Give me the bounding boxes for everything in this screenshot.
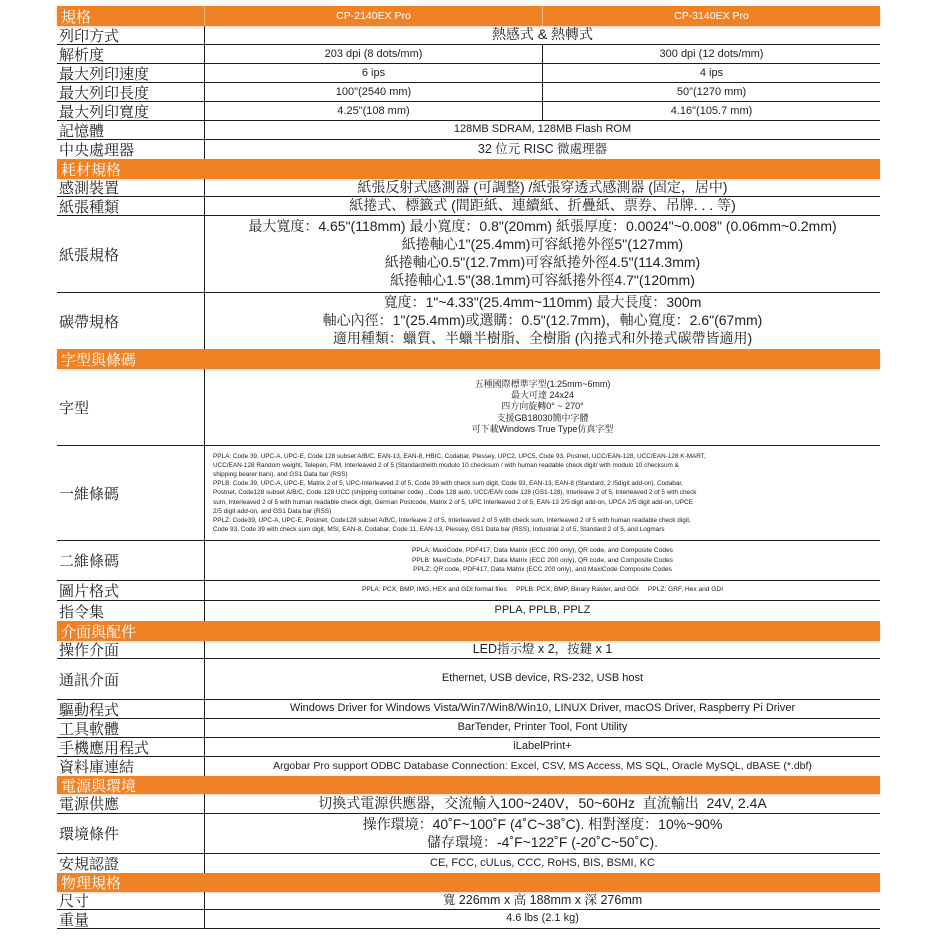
row-image-format — [57, 581, 880, 601]
row-command-set — [57, 601, 880, 621]
row-value: Argobar Pro support ODBC Database Connection: Excel, CSV, MS Access, MS SQL, Oracle MySQL, dBASE (*.dbf) — [273, 759, 812, 772]
row-label: 記憶體 — [57, 121, 205, 139]
row-label: 二維條碼 — [57, 541, 205, 580]
row-label: 字型 — [57, 369, 205, 445]
row-print-method — [57, 26, 880, 45]
row-value: 32 位元 RISC 微處理器 — [477, 141, 608, 156]
row-value: 4.6 lbs (2.1 kg) — [506, 912, 579, 925]
row-label: 手機應用程式 — [57, 738, 205, 756]
row-value: CE, FCC, cULus, CCC, RoHS, BIS, BSMI, KC — [430, 856, 655, 869]
row-label: 最大列印長度 — [57, 83, 205, 101]
row-value: 128MB SDRAM, 128MB Flash ROM — [453, 123, 632, 136]
row-value: PPLA: PCX, BMP, IMG, HEX and GDI format files PPLB: PCX, BMP, Binary Raster, and GDI PPLZ: GRF, Hex and GDI — [361, 586, 724, 594]
row-value: BarTender, Printer Tool, Font Utility — [457, 721, 628, 734]
paper-spec-line: 最大寬度：4.65"(118mm) 最小寬度：0.8"(20mm) 紙張厚度：0.0024"~0.008" (0.06mm~0.2mm) — [248, 218, 837, 235]
ribbon-spec-line: 寬度：1"~4.33"(25.4mm~110mm) 最大長度：300m — [383, 294, 702, 311]
barcode-1d-line: shipping bearer bars), and GS1 Data bar (RSS) — [213, 471, 348, 479]
row-resolution — [57, 45, 880, 64]
row-weight — [57, 910, 880, 929]
row-label: 解析度 — [57, 45, 205, 63]
environment-line: 儲存環境：-4˚F~122˚F (-20˚C~50˚C). — [426, 833, 659, 850]
value-cp3140ex: 300 dpi (12 dots/mm) — [542, 45, 880, 63]
row-ribbon-spec — [57, 293, 880, 349]
section-power-env: 電源與環境 — [57, 776, 880, 794]
paper-spec-line: 紙捲軸心1"(25.4mm)可容紙捲外徑5"(127mm) — [401, 236, 684, 253]
row-value — [205, 216, 880, 292]
paper-spec-line: 紙捲軸心0.5"(12.7mm)可容紙捲外徑4.5"(114.3mm) — [384, 254, 701, 270]
row-label: 指令集 — [57, 601, 205, 621]
row-max-length — [57, 83, 880, 102]
row-value: iLabelPrint+ — [513, 740, 572, 753]
barcode-2d-line: PPLA: MaxiCode, PDF417, Data Matrix (ECC 200 only), QR code, and Composite Codes — [412, 547, 673, 555]
row-value: 紙捲式、標籤式 (間距紙、連續紙、折疊紙、票券、吊牌. . . 等) — [349, 197, 736, 214]
barcode-1d-line: Code 93, Code 39 with check sum digit, MSI, EAN-8, Codabar, Code 11, EAN-13, Plessey, GS1 Data bar (RSS), Industrial 2 of 5, Standard 2 of 5, and Logmars — [213, 525, 665, 533]
row-dimensions — [57, 892, 880, 910]
row-database — [57, 757, 880, 776]
row-label: 尺寸 — [57, 892, 205, 909]
row-value — [205, 369, 880, 445]
row-value: Windows Driver for Windows Vista/Win7/Win8/Win10, LINUX Driver, macOS Driver, Raspberry Pi Driver — [289, 702, 796, 715]
row-software — [57, 719, 880, 738]
section-media: 耗材規格 — [57, 159, 880, 179]
row-label: 感測裝置 — [57, 179, 205, 196]
row-mobile-app — [57, 738, 880, 757]
section-fonts-barcodes: 字型與條碼 — [57, 349, 880, 369]
row-label: 碳帶規格 — [57, 293, 205, 349]
ribbon-spec-line: 軸心內徑：1"(25.4mm)或選購：0.5"(12.7mm)，軸心寬度：2.6"(67mm) — [322, 312, 763, 329]
font-line: 最大可達 24x24 — [510, 390, 575, 401]
paper-spec-line: 紙捲軸心1.5"(38.1mm)可容紙捲外徑4.7"(120mm) — [390, 271, 695, 288]
row-label: 驅動程式 — [57, 700, 205, 718]
row-max-width — [57, 102, 880, 121]
row-label: 一維條碼 — [57, 446, 205, 540]
row-value: 熱感式 & 熱轉式 — [491, 26, 594, 43]
row-value — [205, 541, 880, 580]
environment-line: 操作環境：40˚F~100˚F (4˚C~38˚C). 相對溼度：10%~90% — [362, 815, 723, 832]
row-label: 安規認證 — [57, 854, 205, 873]
row-value: 寬 226mm x 高 188mm x 深 276mm — [442, 892, 643, 907]
row-value — [205, 446, 880, 540]
row-value: PPLA, PPLB, PPLZ — [494, 604, 591, 617]
value-cp2140ex: 100"(2540 mm) — [335, 86, 412, 98]
row-label: 資料庫連結 — [57, 757, 205, 776]
barcode-1d-line: UCC/EAN-128 Random weight, Telepen, FIM, Interleaved 2 of 5 (Standard/with modulo 10 checksum / with human readable check digit/ with modulo 10 checksum & — [213, 462, 679, 470]
row-label: 紙張規格 — [57, 216, 205, 292]
barcode-1d-line: Postnet, Code128 subset A/B/C, Code 128 UCC (shipping container code) , Code 128 auto, UCC/EAN code 128 (GS1-128), Interleave 2 of 5, Interleaved 2 of 5 with check — [213, 489, 697, 497]
row-memory — [57, 121, 880, 140]
row-label: 操作介面 — [57, 641, 205, 658]
section-physical: 物理規格 — [57, 873, 880, 892]
header-spec-label: 規格 — [57, 6, 205, 26]
font-line: 四方向旋轉0° ~ 270° — [501, 401, 584, 412]
row-driver — [57, 700, 880, 719]
font-line: 支援GB18030簡中字體 — [496, 412, 589, 423]
row-value — [205, 814, 880, 853]
value-cp3140ex: 4 ips — [542, 64, 880, 82]
row-label: 重量 — [57, 910, 205, 928]
row-label: 最大列印速度 — [57, 64, 205, 82]
row-environment — [57, 814, 880, 854]
font-line: 五種國際標準字型(1.25mm~6mm) — [474, 378, 611, 389]
row-paper-type — [57, 197, 880, 216]
row-label: 工具軟體 — [57, 719, 205, 737]
row-communication — [57, 659, 880, 700]
barcode-1d-line: 2/5 digit add-on, and GS1 Data bar (RSS) — [213, 507, 332, 515]
row-cpu — [57, 140, 880, 159]
value-cp3140ex: 4.16"(105.7 mm) — [542, 102, 880, 120]
row-fonts — [57, 369, 880, 446]
row-value: 紙張反射式感測器 (可調整) /紙張穿透式感測器 (固定，居中) — [357, 178, 728, 195]
row-label: 通訊介面 — [57, 659, 205, 699]
row-max-speed — [57, 64, 880, 83]
value-cp2140ex: 203 dpi (8 dots/mm) — [324, 48, 423, 60]
row-value: 切換式電源供應器，交流輸入100~240V，50~60Hz 直流輸出 24V, 2.4A — [318, 794, 767, 811]
spec-table — [57, 6, 880, 929]
value-cp2140ex: 4.25"(108 mm) — [337, 105, 410, 117]
row-label: 中央處理器 — [57, 140, 205, 159]
row-paper-spec — [57, 216, 880, 293]
row-barcode-2d — [57, 541, 880, 581]
row-value: LED指示燈 x 2，按鍵 x 1 — [472, 641, 613, 656]
barcode-1d-line: PPLA: Code 39, UPC-A, UPC-E, Code 128 subset A/B/C, EAN-13, EAN-8, HBIC, Codabar, Plessey, UPC2, UPC5, Code 93, Postnet, UCC/EAN-128, UCC/EAN-128 K-MART, — [213, 453, 706, 461]
barcode-2d-line: PPLZ: QR code, PDF417, Data Matrix (ECC 200 only), and MaxiCode Composite Codes — [413, 566, 672, 574]
font-line: 可下載Windows True Type仿真字型 — [471, 423, 614, 434]
row-value — [205, 293, 880, 349]
barcode-1d-line: PPLZ: Code39, UPC-A, UPC-E, Postnet, Code128 subset A/B/C, Interleave 2 of 5, Interleaved 2 of 5 with check sum, Interleaved 2 of 5 with human readable check digit, — [213, 516, 691, 524]
row-certification — [57, 854, 880, 873]
row-label: 電源供應 — [57, 794, 205, 813]
row-label: 環境條件 — [57, 814, 205, 853]
row-power — [57, 794, 880, 814]
row-label: 列印方式 — [57, 26, 205, 44]
row-label: 圖片格式 — [57, 581, 205, 600]
row-label: 紙張種類 — [57, 197, 205, 215]
barcode-1d-line: sum, Interleaved 2 of 5 with human readable check digit, German Postcode, Matrix 2 of 5, UPC Interleaved 2 of 5, EAN-13 2/5 digit add-on, UPCA 2/5 digit add-on, UPCE — [213, 498, 693, 506]
value-cp3140ex: 50"(1270 mm) — [542, 83, 880, 101]
value-cp2140ex: 6 ips — [361, 67, 386, 79]
row-value: Ethernet, USB device, RS-232, USB host — [441, 672, 644, 685]
row-label: 最大列印寬度 — [57, 102, 205, 120]
section-interface: 介面與配件 — [57, 621, 880, 641]
row-operation — [57, 641, 880, 659]
row-barcode-1d — [57, 446, 880, 541]
barcode-1d-line: PPLB: Code 39, UPC-A, UPC-E, Matrix 2 of 5, UPC-Interleaved 2 of 5, Code 39 with check sum digit, Code 93, EAN-13, EAN-8 (Standard, 2 /5digit add-on), Codabar, — [213, 480, 683, 488]
row-sensor — [57, 179, 880, 197]
header-model-cp3140ex: CP-3140EX Pro — [542, 6, 880, 26]
barcode-2d-line: PPLB: MaxiCode, PDF417, Data Matrix (ECC 200 only), QR code, and Composite Codes — [412, 556, 673, 564]
table-header — [57, 6, 880, 26]
ribbon-spec-line: 適用種類：蠟質、半蠟半樹脂、全樹脂 (內捲式和外捲式碳帶皆適用) — [332, 329, 753, 346]
header-model-cp2140ex: CP-2140EX Pro — [336, 10, 411, 22]
